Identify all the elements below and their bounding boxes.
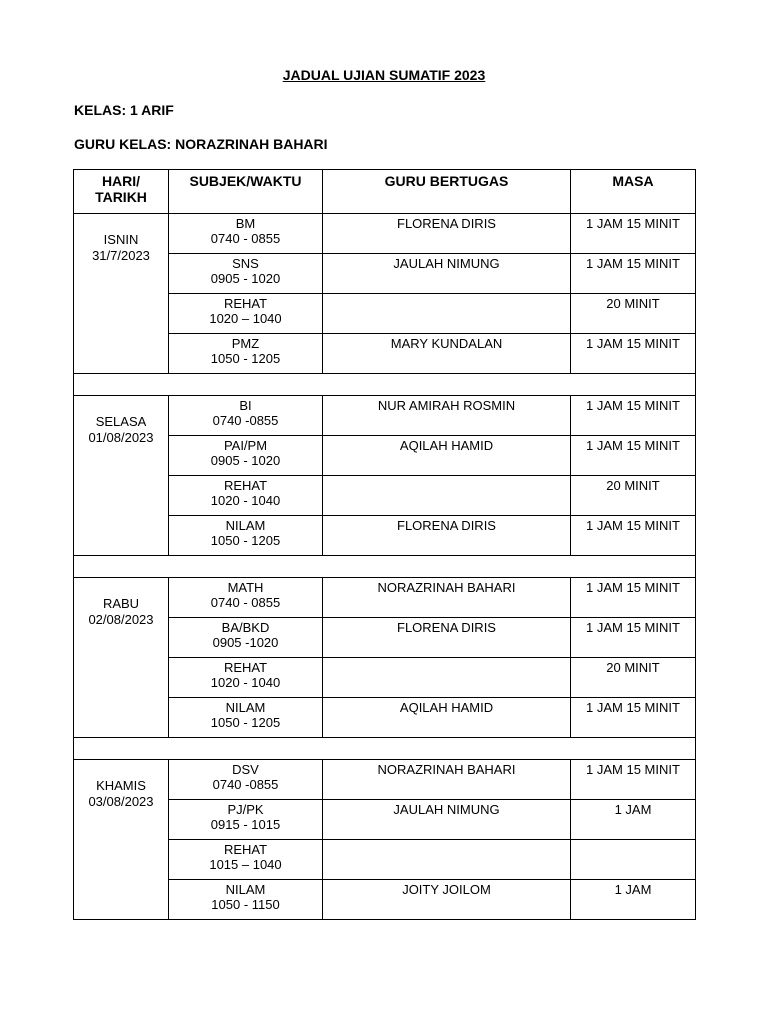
class-teacher-label: GURU KELAS: NORAZRINAH BAHARI	[74, 136, 328, 152]
day-name: KHAMIS	[96, 778, 146, 793]
table-row	[74, 760, 696, 800]
subject-name: PAI/PM	[223, 438, 268, 453]
subject-name: NILAM	[225, 518, 266, 533]
subject-time-cell	[169, 618, 323, 658]
table-row	[74, 214, 696, 254]
subject-time-cell	[169, 516, 323, 556]
subject-name: PJ/PK	[227, 802, 264, 817]
subject-time: 1020 – 1040	[209, 311, 282, 326]
day-date: 31/7/2023	[92, 248, 150, 263]
duration-cell: 1 JAM 15 MINIT	[571, 698, 696, 738]
teacher-cell: FLORENA DIRIS	[323, 516, 571, 556]
duration-cell: 1 JAM 15 MINIT	[571, 334, 696, 374]
subject-time: 1015 – 1040	[209, 857, 282, 872]
subject-time-cell	[169, 396, 323, 436]
separator-row	[74, 374, 696, 396]
teacher-cell: MARY KUNDALAN	[323, 334, 571, 374]
subject-time-cell	[169, 294, 323, 334]
separator-cell	[74, 374, 696, 396]
duration-cell: 1 JAM 15 MINIT	[571, 578, 696, 618]
subject-time: 1050 - 1205	[210, 715, 281, 730]
table-body	[74, 214, 696, 920]
day-name: ISNIN	[103, 232, 139, 247]
table-header-row	[74, 170, 696, 214]
subject-name: REHAT	[223, 660, 268, 675]
duration-cell: 1 JAM 15 MINIT	[571, 396, 696, 436]
header-teacher: GURU BERTUGAS	[323, 170, 571, 214]
header-day-line2: TARIKH	[95, 189, 147, 205]
subject-time: 0740 - 0855	[210, 231, 281, 246]
subject-name: NILAM	[225, 882, 266, 897]
day-date: 02/08/2023	[88, 612, 154, 627]
subject-time: 1020 - 1040	[210, 493, 281, 508]
subject-name: REHAT	[223, 478, 268, 493]
subject-time: 1050 - 1205	[210, 533, 281, 548]
day-cell	[74, 214, 169, 374]
header-duration: MASA	[571, 170, 696, 214]
table-row	[74, 396, 696, 436]
subject-time-cell	[169, 880, 323, 920]
header-day-date	[74, 170, 169, 214]
teacher-cell: FLORENA DIRIS	[323, 214, 571, 254]
duration-cell: 20 MINIT	[571, 476, 696, 516]
subject-time: 0905 -1020	[212, 635, 279, 650]
header-day-line1: HARI/	[101, 173, 141, 189]
subject-time: 0740 -0855	[212, 413, 279, 428]
duration-cell: 1 JAM 15 MINIT	[571, 436, 696, 476]
subject-name: REHAT	[223, 842, 268, 857]
separator-cell	[74, 556, 696, 578]
subject-name: BM	[235, 216, 256, 231]
teacher-cell: NUR AMIRAH ROSMIN	[323, 396, 571, 436]
subject-name: BI	[239, 398, 252, 413]
duration-cell: 1 JAM 15 MINIT	[571, 214, 696, 254]
document-title: JADUAL UJIAN SUMATIF 2023	[282, 67, 486, 83]
separator-cell	[74, 738, 696, 760]
subject-time: 1020 - 1040	[210, 675, 281, 690]
day-cell	[74, 760, 169, 920]
teacher-cell: JAULAH NIMUNG	[323, 254, 571, 294]
subject-name: NILAM	[225, 700, 266, 715]
subject-name: MATH	[227, 580, 264, 595]
duration-cell: 1 JAM 15 MINIT	[571, 618, 696, 658]
subject-time-cell	[169, 436, 323, 476]
subject-time: 1050 - 1205	[210, 351, 281, 366]
duration-cell: 1 JAM 15 MINIT	[571, 254, 696, 294]
teacher-cell: AQILAH HAMID	[323, 436, 571, 476]
separator-row	[74, 738, 696, 760]
teacher-cell: AQILAH HAMID	[323, 698, 571, 738]
subject-time: 1050 - 1150	[211, 897, 280, 912]
teacher-cell: NORAZRINAH BAHARI	[323, 760, 571, 800]
exam-schedule-table	[73, 169, 696, 920]
duration-cell	[571, 840, 696, 880]
duration-cell: 1 JAM	[571, 800, 696, 840]
subject-time-cell	[169, 658, 323, 698]
subject-name: SNS	[232, 256, 259, 271]
subject-time-cell	[169, 334, 323, 374]
subject-name: DSV	[232, 762, 259, 777]
separator-row	[74, 556, 696, 578]
subject-time-cell	[169, 254, 323, 294]
subject-time-cell	[169, 800, 323, 840]
subject-time: 0915 - 1015	[210, 817, 281, 832]
subject-time-cell	[169, 840, 323, 880]
subject-time: 0740 - 0855	[210, 595, 281, 610]
subject-time: 0740 -0855	[212, 777, 279, 792]
teacher-cell: FLORENA DIRIS	[323, 618, 571, 658]
header-subject-time: SUBJEK/WAKTU	[169, 170, 323, 214]
teacher-cell: JOITY JOILOM	[323, 880, 571, 920]
teacher-cell: JAULAH NIMUNG	[323, 800, 571, 840]
duration-cell: 1 JAM 15 MINIT	[571, 516, 696, 556]
day-name: SELASA	[95, 414, 147, 429]
duration-cell: 20 MINIT	[571, 658, 696, 698]
day-cell	[74, 578, 169, 738]
teacher-cell	[323, 476, 571, 516]
teacher-cell	[323, 840, 571, 880]
subject-name: REHAT	[223, 296, 268, 311]
day-cell	[74, 396, 169, 556]
teacher-cell	[323, 658, 571, 698]
class-label: KELAS: 1 ARIF	[74, 102, 174, 118]
teacher-cell: NORAZRINAH BAHARI	[323, 578, 571, 618]
subject-time-cell	[169, 476, 323, 516]
subject-time-cell	[169, 760, 323, 800]
duration-cell: 20 MINIT	[571, 294, 696, 334]
table-row	[74, 578, 696, 618]
day-date: 03/08/2023	[88, 794, 154, 809]
subject-name: PMZ	[231, 336, 260, 351]
subject-time: 0905 - 1020	[210, 271, 281, 286]
day-date: 01/08/2023	[88, 430, 154, 445]
subject-time-cell	[169, 578, 323, 618]
duration-cell: 1 JAM	[571, 880, 696, 920]
subject-name: BA/BKD	[221, 620, 270, 635]
subject-time-cell	[169, 698, 323, 738]
subject-time: 0905 - 1020	[210, 453, 281, 468]
subject-time-cell	[169, 214, 323, 254]
duration-cell: 1 JAM 15 MINIT	[571, 760, 696, 800]
teacher-cell	[323, 294, 571, 334]
day-name: RABU	[102, 596, 140, 611]
